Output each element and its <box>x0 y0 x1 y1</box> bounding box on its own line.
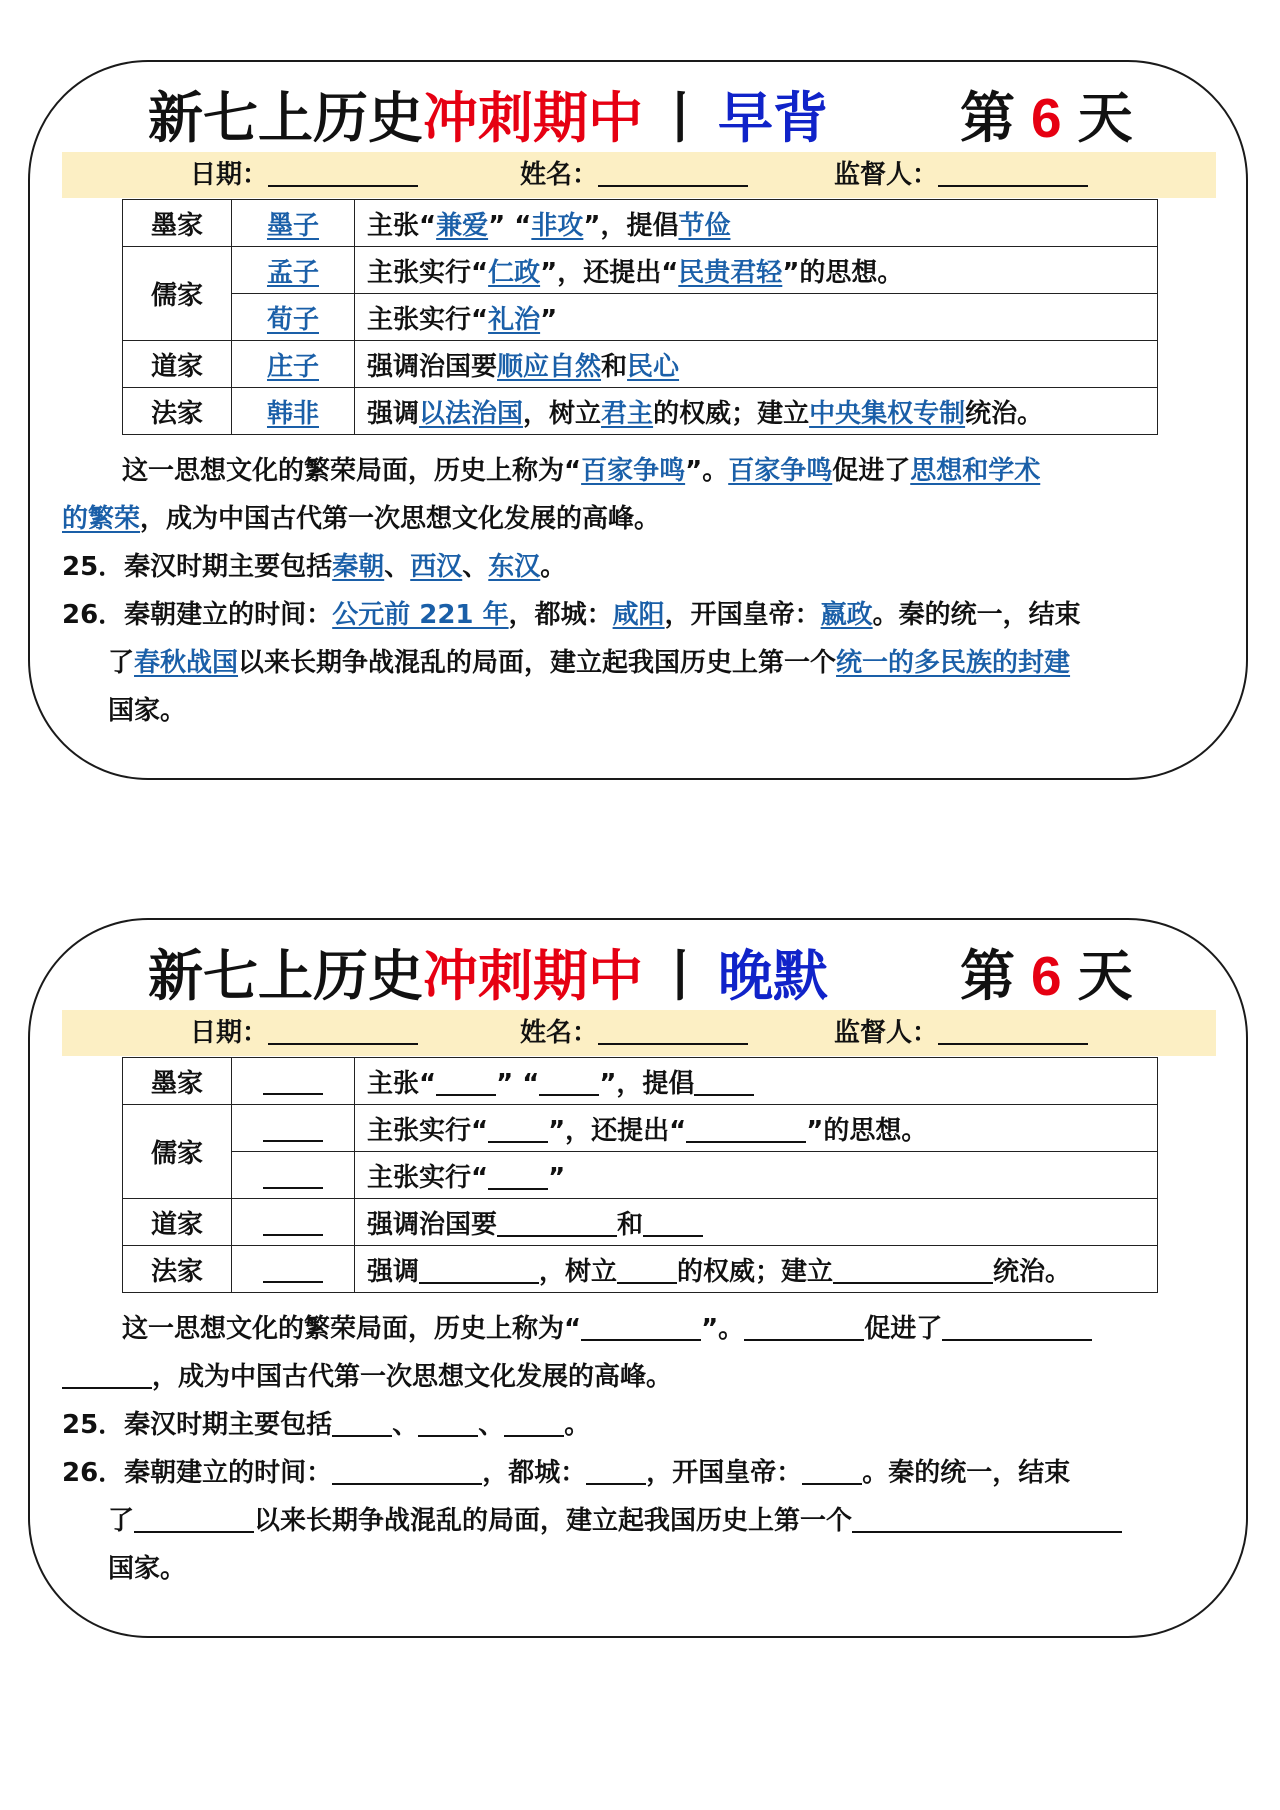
desc-cell: 主张实行“仁政”，还提出“民贵君轻”的思想。 <box>355 247 1158 294</box>
desc-cell: 强调 ，树立 的权威；建立 统治。 <box>355 1246 1158 1293</box>
paragraph-line-1: 这一思想文化的繁荣局面，历史上称为“ ”。 促进了 <box>122 1306 1092 1352</box>
paragraph-line-1: 这一思想文化的繁荣局面，历史上称为“百家争鸣”。百家争鸣促进了思想和学术 <box>122 456 1041 486</box>
school-cell: 法家 <box>123 388 232 435</box>
title-sprint: 冲刺期中 <box>423 86 644 150</box>
title-subject: 新七上历史 <box>148 86 424 150</box>
morning-recite-card <box>28 60 1248 780</box>
table-row <box>123 1105 1158 1152</box>
school-cell: 墨家 <box>123 200 232 247</box>
question-26-line-3: 国家。 <box>108 696 187 726</box>
supervisor-field[interactable]: 监督人： <box>834 1010 1088 1056</box>
table-row <box>123 341 1158 388</box>
day-prefix: 第 <box>960 86 1016 150</box>
table-row <box>123 388 1158 435</box>
desc-cell: 主张“ ” “ ”，提倡 <box>355 1058 1158 1105</box>
day-prefix: 第 <box>960 944 1016 1008</box>
title-day <box>960 78 1133 158</box>
question-25: 25．秦汉时期主要包括 、 、 。 <box>62 1402 590 1448</box>
school-cell: 道家 <box>123 341 232 388</box>
person-blank-cell[interactable] <box>232 1199 355 1246</box>
question-26-line-1: 26．秦朝建立的时间： ，都城： ，开国皇帝： 。秦的统一，结束 <box>62 1450 1070 1496</box>
table-row <box>123 1199 1158 1246</box>
date-field[interactable]: 日期： <box>190 152 418 198</box>
title-main <box>148 78 828 158</box>
evening-dictation-card <box>28 918 1248 1638</box>
info-bar <box>62 152 1216 198</box>
school-cell: 墨家 <box>123 1058 232 1105</box>
desc-cell: 主张“兼爱” “非攻”，提倡节俭 <box>355 200 1158 247</box>
title-mode: 早背 <box>718 86 829 150</box>
table-row <box>123 1246 1158 1293</box>
desc-cell: 主张实行“ ”，还提出“ ”的思想。 <box>355 1105 1158 1152</box>
day-number: 6 <box>1031 945 1062 1007</box>
person-cell: 荀子 <box>232 294 355 341</box>
supervisor-field[interactable]: 监督人： <box>834 152 1088 198</box>
desc-cell: 强调治国要顺应自然和民心 <box>355 341 1158 388</box>
school-cell: 儒家 <box>123 1105 232 1199</box>
schools-table <box>122 1057 1158 1293</box>
table-row <box>123 247 1158 294</box>
name-field[interactable]: 姓名： <box>520 1010 748 1056</box>
title-separator: 丨 <box>653 944 709 1008</box>
title-sprint: 冲刺期中 <box>423 944 644 1008</box>
card-title <box>30 78 1246 158</box>
desc-cell: 强调治国要 和 <box>355 1199 1158 1246</box>
schools-table <box>122 199 1158 435</box>
title-main <box>148 936 828 1016</box>
name-field[interactable]: 姓名： <box>520 152 748 198</box>
person-cell: 墨子 <box>232 200 355 247</box>
table-row <box>123 294 1158 341</box>
school-cell: 法家 <box>123 1246 232 1293</box>
card-title <box>30 936 1246 1016</box>
question-25: 25．秦汉时期主要包括秦朝、西汉、东汉。 <box>62 552 567 582</box>
question-26-line-1: 26．秦朝建立的时间：公元前 221 年，都城：咸阳，开国皇帝：嬴政。秦的统一，结束 <box>62 600 1081 630</box>
question-26-line-2: 了春秋战国以来长期争战混乱的局面，建立起我国历史上第一个统一的多民族的封建 <box>108 648 1071 678</box>
title-day <box>960 936 1133 1016</box>
person-blank-cell[interactable] <box>232 1058 355 1105</box>
title-separator: 丨 <box>653 86 709 150</box>
person-blank-cell[interactable] <box>232 1246 355 1293</box>
person-cell: 庄子 <box>232 341 355 388</box>
date-field[interactable]: 日期： <box>190 1010 418 1056</box>
person-cell: 孟子 <box>232 247 355 294</box>
question-26-line-2: 了 以来长期争战混乱的局面，建立起我国历史上第一个 <box>108 1498 1122 1544</box>
paragraph-line-2: 的繁荣，成为中国古代第一次思想文化发展的高峰。 <box>62 504 661 534</box>
table-row <box>123 200 1158 247</box>
title-mode: 晚默 <box>718 944 829 1008</box>
day-suffix: 天 <box>1077 86 1133 150</box>
desc-cell: 强调以法治国，树立君主的权威；建立中央集权专制统治。 <box>355 388 1158 435</box>
title-subject: 新七上历史 <box>148 944 424 1008</box>
table-row <box>123 1058 1158 1105</box>
paragraph-line-2: ，成为中国古代第一次思想文化发展的高峰。 <box>62 1354 672 1400</box>
desc-cell: 主张实行“ ” <box>355 1152 1158 1199</box>
person-blank-cell[interactable] <box>232 1105 355 1152</box>
info-bar <box>62 1010 1216 1056</box>
question-26-line-3: 国家。 <box>108 1554 187 1584</box>
school-cell: 道家 <box>123 1199 232 1246</box>
day-suffix: 天 <box>1077 944 1133 1008</box>
desc-cell: 主张实行“礼治” <box>355 294 1158 341</box>
table-row <box>123 1152 1158 1199</box>
person-cell: 韩非 <box>232 388 355 435</box>
day-number: 6 <box>1031 87 1062 149</box>
person-blank-cell[interactable] <box>232 1152 355 1199</box>
school-cell: 儒家 <box>123 247 232 341</box>
